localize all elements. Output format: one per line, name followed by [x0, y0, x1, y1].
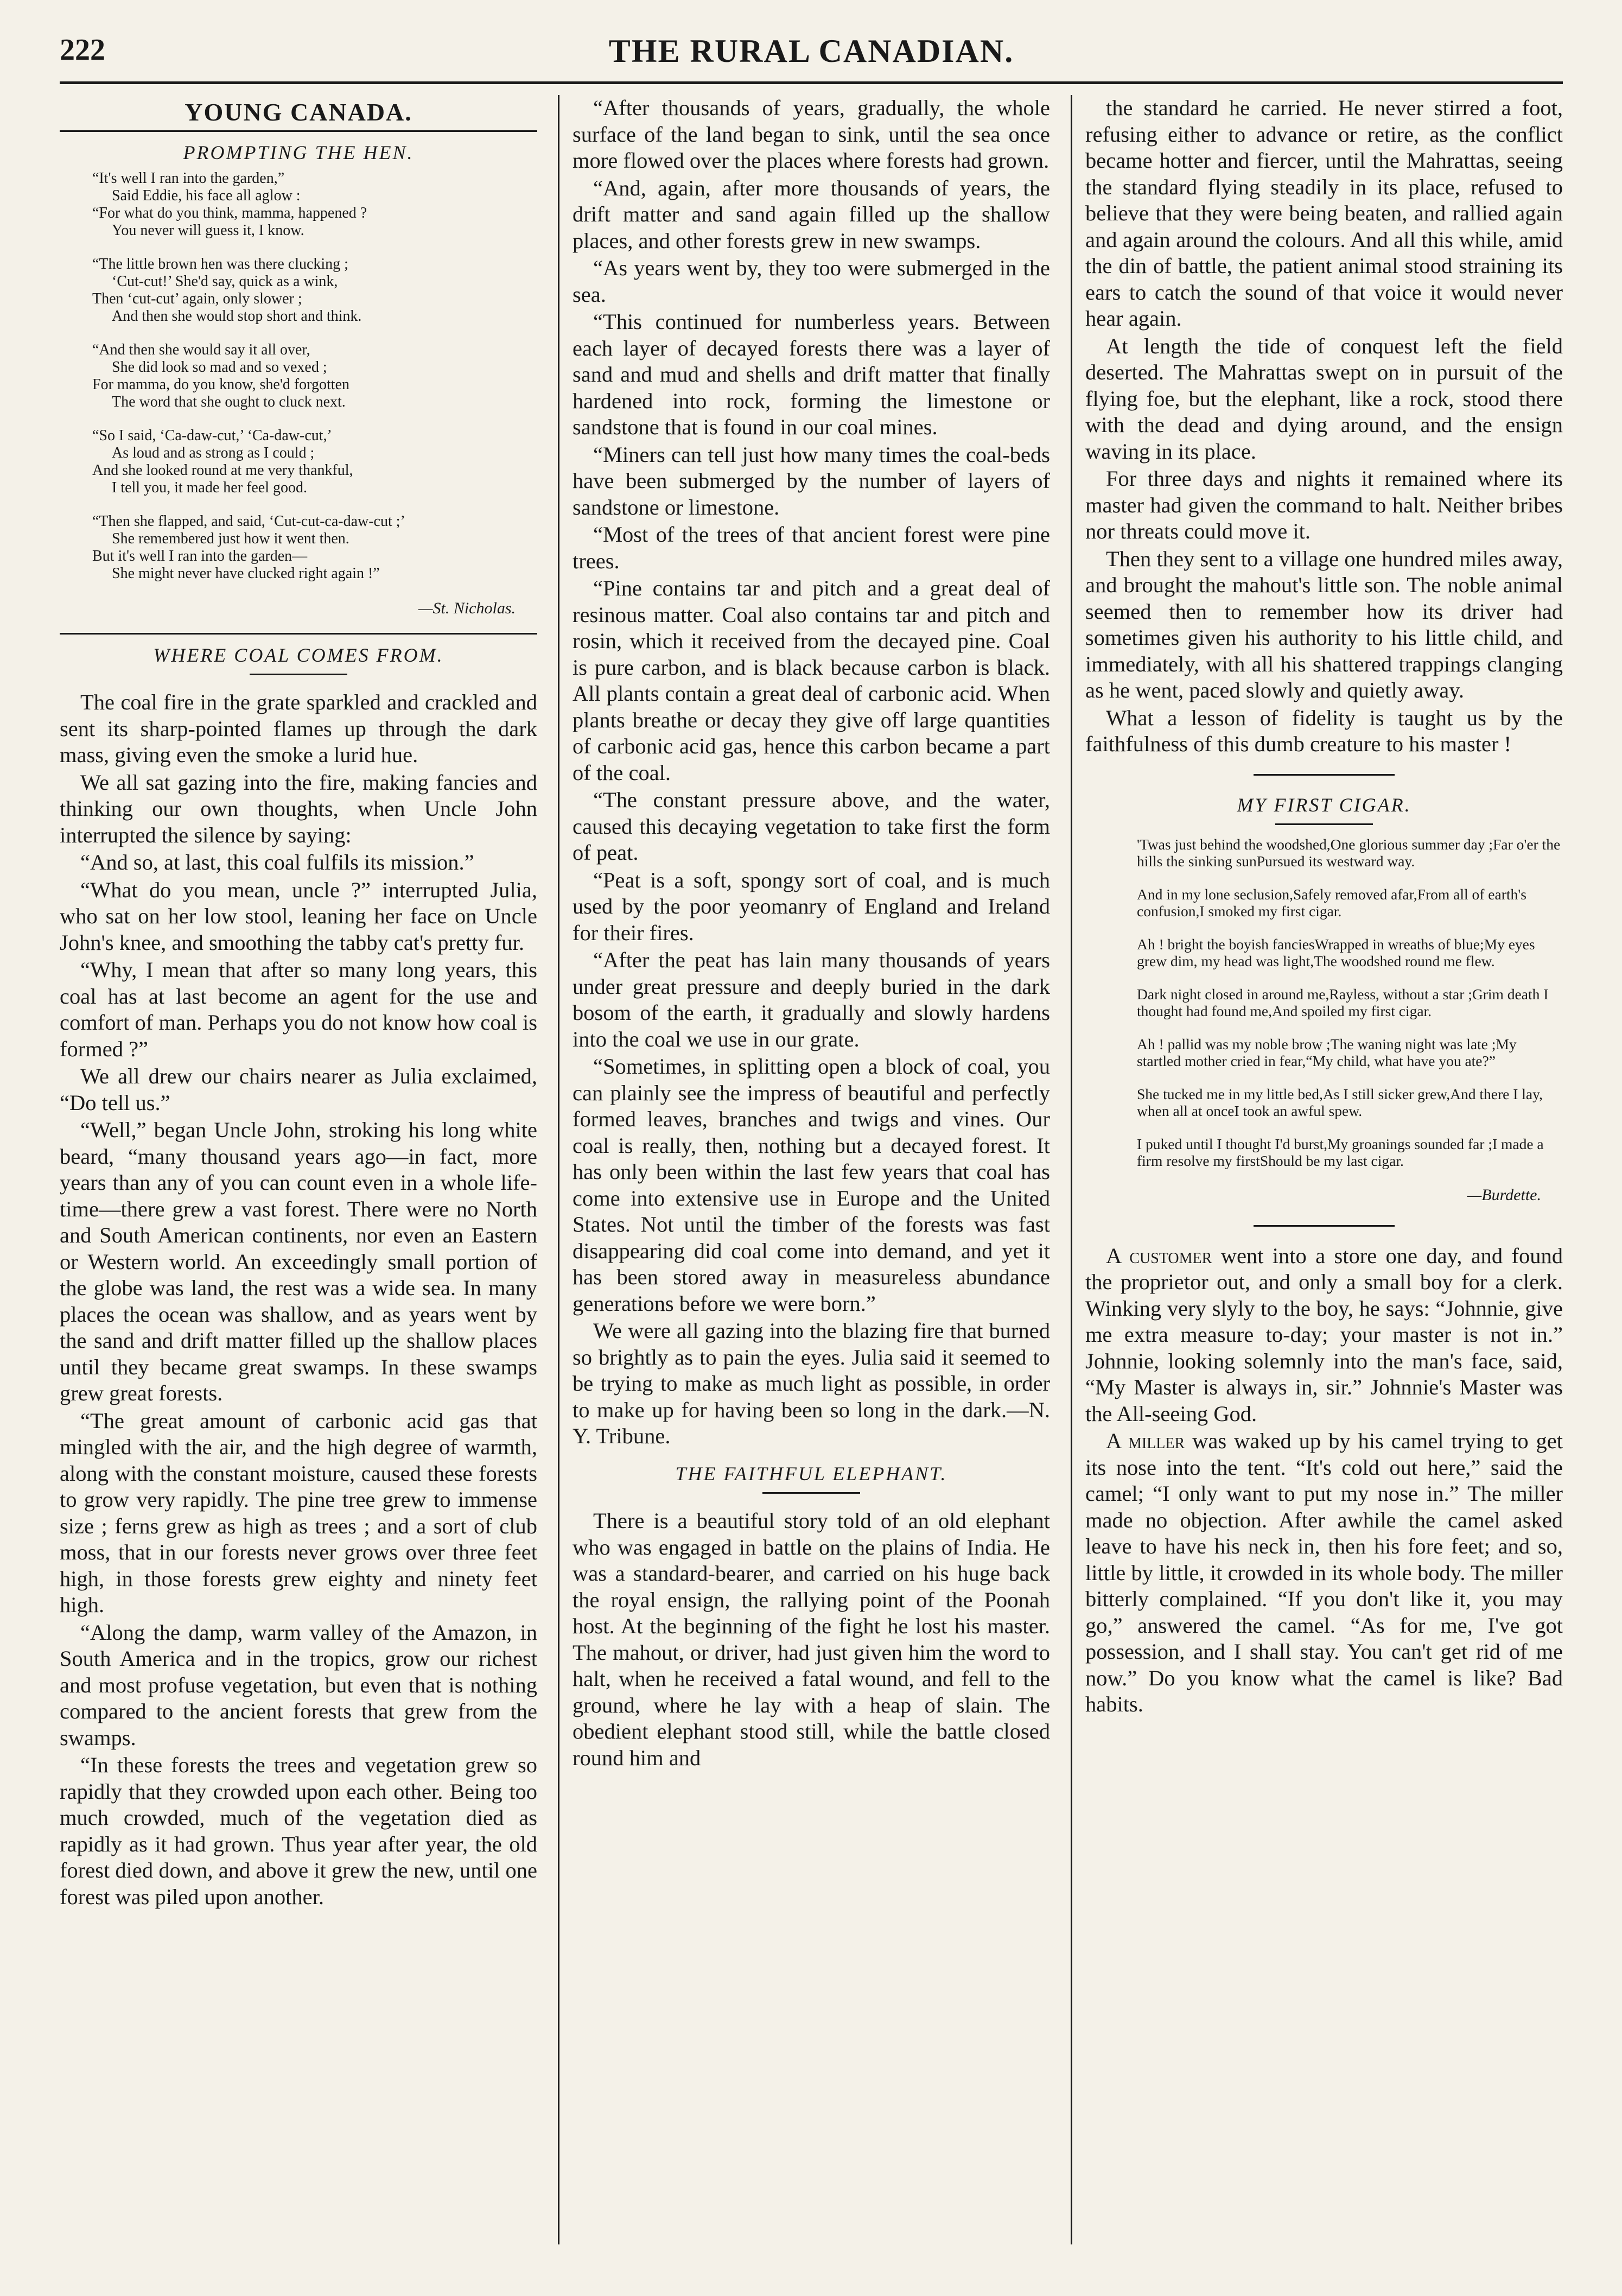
- elephant-article-part-2: [1085, 95, 1563, 758]
- paragraph: “Why, I mean that after so many long years, this coal has at last become an agent for the use and comfort of man. Perhaps you do not know how coal is formed ?”: [60, 957, 537, 1061]
- column-divider-1: [558, 95, 559, 2244]
- section-divider: [1254, 774, 1395, 776]
- paragraph: the standard he carried. He never stirred a foot, refusing either to advance or retire, as the conflict became hotter and fiercer, until the Mahrattas, seeing the standard flying steadily in its place, refused to believe that they were being beaten, and rallied again and again around the colours. And all this while, amid the din of battle, the patient animal stood straining its ears to catch the sound of that voice it would never hear again.: [1085, 96, 1563, 331]
- poem-line: Pursued its westward way.: [1256, 853, 1415, 870]
- poem-line: “For what do you think, mamma, happened ?: [92, 205, 367, 221]
- poem-line: “So I said, ‘Ca-daw-cut,’ ‘Ca-daw-cut,’: [92, 427, 332, 444]
- poem-line: As loud and as strong as I could ;: [112, 445, 315, 461]
- paragraph: “Along the damp, warm valley of the Amazon, in South America and in the tropics, grow our richest and most profuse vegetation, but even that is nothing compared to the ancient forests that grew from the swamps.: [60, 1620, 537, 1750]
- poem-line: 'Twas just behind the woodshed,: [1137, 836, 1331, 853]
- poem-line: Dark night closed in around me,: [1137, 986, 1330, 1003]
- poem-line: Rayless, without a star ;: [1329, 986, 1472, 1003]
- poem-attribution: —St. Nicholas.: [418, 599, 516, 617]
- paragraph: “After the peat has lain many thousands of years under great pressure and deeply buried in the dark bosom of the earth, it gradually and slowly hardens into the coal we use in our grate.: [573, 948, 1050, 1051]
- poem-line: Ah ! bright the boyish fancies: [1137, 936, 1315, 953]
- poem-line: My groanings sounded far ;: [1327, 1136, 1492, 1152]
- poem-my-first-cigar: [1137, 836, 1563, 1169]
- poem-stanza: [1137, 1036, 1563, 1069]
- poem-line: But it's well I ran into the garden—: [92, 548, 308, 565]
- poem-line: My eyes grew dim, my head was light,: [1137, 936, 1535, 969]
- poem-line: I took an awful spew.: [1234, 1102, 1363, 1119]
- poem-stanza: [1137, 1086, 1563, 1119]
- paragraph: We all sat gazing into the fire, making fancies and thinking our own thoughts, when Uncle John interrupted the silence by saying:: [60, 770, 537, 847]
- section-divider: [1254, 1225, 1395, 1227]
- poem-line: For mamma, do you know, she'd forgotten: [92, 376, 349, 393]
- paragraph: “Peat is a soft, spongy sort of coal, and is much used by the poor yeomanry of England and Ireland for their fires.: [573, 867, 1050, 945]
- anecdote-text: went into a store one day, and found the proprietor out, and only a small boy for a clerk. Winking very slyly to the boy, he says: “Johnnie, give me extra measure to-day; your master is not in.” Johnnie, looking solemnly into the man's face, said, “My Master is always in, sir.” Johnnie's Master was the All-seeing God.: [1085, 1243, 1563, 1426]
- column-2: [573, 95, 1050, 2244]
- poem-line: As I still sicker grew,: [1322, 1086, 1451, 1102]
- poem-stanza: [92, 170, 537, 239]
- paragraph: “And, again, after more thousands of years, the drift matter and sand again filled up the shallow places, and other forests grew in new swamps.: [573, 175, 1050, 253]
- poem-stanza: [92, 341, 537, 411]
- paragraph: “In these forests the trees and vegetation grew so rapidly that they crowded upon each other. Being too much crowded, much of the vegetation died as rapidly as it had grown. Thus year after year, the old forest died down, and above it grew the new, until one forest was piled upon another.: [60, 1753, 537, 1909]
- poem-line: My startled mother cried in fear,: [1137, 1036, 1517, 1069]
- poem-line: The waning night was late ;: [1330, 1036, 1496, 1052]
- paragraph: “The constant pressure above, and the water, caused this decaying vegetation to take first the form of peat.: [573, 788, 1050, 865]
- paragraph: “Pine contains tar and pitch and a great deal of resinous matter. Coal also contains tar and pitch and rosin, which it received from the decayed pine. Coal is pure carbon, and is black because carbon is black. All plants contain a great deal of carbonic acid. When plants breathe or decay they give off large quantities of carbonic acid gas, hence this carbon became a part of the coal.: [573, 576, 1050, 785]
- column-3: [1085, 95, 1563, 2244]
- poem-stanza: [1137, 936, 1563, 969]
- poem-line: And spoiled my first cigar.: [1272, 1003, 1432, 1019]
- poem-line: Safely removed afar,: [1293, 886, 1417, 903]
- poem-line: And in my lone seclusion,: [1137, 886, 1293, 903]
- paragraph: What a lesson of fidelity is taught us by the faithfulness of this dumb creature to his master !: [1085, 705, 1563, 756]
- poem-title-prompting-the-hen: PROMPTING THE HEN.: [183, 141, 414, 163]
- paragraph: “After thousands of years, gradually, the whole surface of the land began to sink, until the sea once more flowed over the places where forests had grown.: [573, 96, 1050, 173]
- poem-line: She tucked me in my little bed,: [1137, 1086, 1323, 1102]
- poem-line: I puked until I thought I'd burst,: [1137, 1136, 1327, 1152]
- header-rule: [60, 81, 1563, 84]
- poem-line: Far o'er the hills the sinking sun: [1137, 836, 1561, 870]
- poem-line: I made a firm resolve my first: [1137, 1136, 1544, 1169]
- poem-stanza: [1137, 836, 1563, 870]
- paragraph: For three days and nights it remained where its master had given the command to halt. Neither bribes nor threats could move it.: [1085, 466, 1563, 543]
- poem-line: I tell you, it made her feel good.: [112, 479, 307, 496]
- poem-line: Then ‘cut-cut’ again, only slower ;: [92, 290, 302, 307]
- poem-line: The woodshed round me flew.: [1314, 953, 1495, 969]
- anecdote-customer: [1085, 1243, 1563, 1428]
- poem-line: “And then she would say it all over,: [92, 341, 310, 358]
- poem-line: “The little brown hen was there clucking ;: [92, 256, 348, 272]
- poem-stanza: [1137, 986, 1563, 1019]
- poem-title-my-first-cigar: MY FIRST CIGAR.: [1237, 794, 1411, 816]
- paragraph: “Most of the trees of that ancient forest were pine trees.: [573, 522, 1050, 573]
- paragraph: We all drew our chairs nearer as Julia exclaimed, “Do tell us.”: [60, 1064, 537, 1115]
- poem-stanza: [1137, 886, 1563, 919]
- poem-line: She remembered just how it went then.: [112, 530, 349, 547]
- paragraph: At length the tide of conquest left the field deserted. The Mahrattas swept on in pursuit of the flying foe, but the elephant, like a rock, stood there with the dead and dying around, and the ensign waving in its place.: [1085, 333, 1563, 464]
- paragraph: “As years went by, they too were submerged in the sea.: [573, 256, 1050, 307]
- poem-line: Wrapped in wreaths of blue;: [1314, 936, 1484, 953]
- poem-prompting-the-hen: [92, 170, 537, 582]
- title-rule: [1275, 823, 1373, 825]
- page-number: 222: [60, 33, 105, 67]
- poem-line: She did look so mad and so vexed ;: [112, 359, 327, 376]
- paragraph: We were all gazing into the blazing fire that burned so brightly as to pain the eyes. Julia said it seemed to be trying to make as much light as possible, in order to make up for having been so long in the dark.—N. Y. Tribune.: [573, 1318, 1050, 1448]
- poem-line: “It's well I ran into the garden,”: [92, 170, 285, 187]
- elephant-article-part-1: [573, 1508, 1050, 1771]
- poem-line: And there I lay, when all at once: [1137, 1086, 1543, 1119]
- poem-line: From all of earth's confusion,: [1137, 886, 1526, 919]
- poem-line: “Then she flapped, and said, ‘Cut-cut-ca-daw-cut ;’: [92, 513, 405, 530]
- poem-line: She might never have clucked right again !”: [112, 565, 380, 582]
- anecdote-lead: A miller: [1106, 1429, 1185, 1453]
- coal-article-part-2: [573, 95, 1050, 1450]
- poem-line: You never will guess it, I know.: [112, 222, 304, 239]
- paragraph: “Well,” began Uncle John, stroking his long white beard, “many thousand years ago—in fact, more years than any of you can count even in a whole life-time—there grew a vast forest. There were no North and South American continents, nor even an Eastern or Western world. An exceedingly small portion of the globe was land, the rest was a wide sea. In many places the ocean was shallow, and as years went by the sand and drift matter filled up the shallow places until they became great swamps. In these swamps grew great forests.: [60, 1118, 537, 1405]
- poem-line: And she looked round at me very thankful,: [92, 462, 353, 479]
- poem-stanza: [1137, 1136, 1563, 1169]
- anecdote-lead: A customer: [1106, 1243, 1212, 1268]
- article-title-where-coal-comes-from: WHERE COAL COMES FROM.: [153, 644, 444, 666]
- poem-line: The word that she ought to cluck next.: [112, 394, 346, 410]
- paragraph: “The great amount of carbonic acid gas that mingled with the air, and the high degree of warmth, along with the constant moisture, caused these forests to grow very rapidly. The pine tree grew to immense size ; ferns grew as high as trees ; and a sort of club moss, that in our forests never grows over three feet high, in those forests grew eighty and ninety feet high.: [60, 1408, 537, 1617]
- poem-line: And then she would stop short and think.: [112, 308, 362, 325]
- paragraph: “This continued for numberless years. Between each layer of decayed forests there was a layer of sand and mud and shells and drift matter that finally hardened into rock, forming the limestone or sandstone that is found in our coal mines.: [573, 309, 1050, 439]
- title-rule: [250, 674, 347, 675]
- paragraph: “Miners can tell just how many times the coal-beds have been submerged by the number of layers of sandstone or limestone.: [573, 442, 1050, 519]
- section-heading-young-canada: YOUNG CANADA.: [185, 98, 412, 126]
- anecdote-miller: [1085, 1428, 1563, 1718]
- section-rule: [60, 130, 537, 132]
- poem-line: Grim death I thought had found me,: [1137, 986, 1549, 1019]
- poem-stanza: [92, 513, 537, 582]
- poem-stanza: [92, 256, 537, 325]
- poem-line: Should be my last cigar.: [1260, 1152, 1404, 1169]
- paragraph: “And so, at last, this coal fulfils its mission.”: [80, 850, 474, 874]
- column-1: [60, 95, 537, 2244]
- paragraph: The coal fire in the grate sparkled and crackled and sent its sharp-pointed flames up through the dark mass, giving even the smoke a lurid hue.: [60, 690, 537, 767]
- paragraph: Then they sent to a village one hundred miles away, and brought the mahout's little son. The noble animal seemed then to remember how its driver had sometimes given his authority to his little child, and immediately, with all his shattered trappings clanging as he went, paced slowly and quietly away.: [1085, 546, 1563, 702]
- poem-attribution-burdette: —Burdette.: [1467, 1186, 1541, 1204]
- poem-line: ‘Cut-cut!’ She'd say, quick as a wink,: [112, 273, 338, 290]
- poem-line: “My child, what have you ate?”: [1306, 1052, 1496, 1069]
- title-rule: [762, 1492, 860, 1494]
- poem-line: Ah ! pallid was my noble brow ;: [1137, 1036, 1331, 1052]
- poem-line: I smoked my first cigar.: [1199, 903, 1342, 919]
- paragraph: There is a beautiful story told of an old elephant who was engaged in battle on the plains of India. He was a standard-bearer, and carried on his huge back the royal ensign, the rallying point of the Poonah host. At the beginning of the fight he lost his master. The mahout, or driver, had just given him the word to halt, when he received a fatal wound, and fell to the ground, where he lay with a heap of slain. The obedient elephant stood still, while the battle closed round him and: [573, 1508, 1050, 1770]
- poem-line: One glorious summer day ;: [1330, 836, 1493, 853]
- paragraph: “What do you mean, uncle ?” interrupted Julia, who sat on her low stool, leaning her face on Uncle John's knee, and smoothing the tabby cat's pretty fur.: [60, 877, 537, 955]
- newspaper-title: THE RURAL CANADIAN.: [608, 33, 1014, 69]
- anecdote-text: was waked up by his camel trying to get its nose into the tent. “It's cold out here,” said the camel; “I only want to put my nose in.” The miller made no objection. After awhile the camel asked leave to have his neck in, then his fore feet; and so, little by little, it crowded in its whole body. The miller bitterly complained. “If you don't like it, you may go,” answered the camel. “As for me, I've got possession, and I shall stay. You can't get rid of me now.” Do you know what the camel is like? Bad habits.: [1085, 1429, 1563, 1716]
- page-header: [60, 33, 1563, 81]
- article-title-faithful-elephant: THE FAITHFUL ELEPHANT.: [675, 1462, 947, 1485]
- poem-stanza: [92, 427, 537, 497]
- coal-article-part-1: [60, 689, 537, 1910]
- section-rule: [60, 633, 537, 635]
- column-divider-2: [1071, 95, 1072, 2244]
- paragraph: “Sometimes, in splitting open a block of coal, you can plainly see the impress of beautiful and perfectly formed leaves, branches and twigs and vines. Our coal is really, then, nothing but a decayed forest. It has only been within the last few years that coal has come into extensive use in Europe and the United States. Not until the timber of the forests was fast disappearing did coal come into demand, and yet it has been stored away in measureless abundance generations before we were born.”: [573, 1054, 1050, 1316]
- poem-line: Said Eddie, his face all aglow :: [112, 187, 301, 204]
